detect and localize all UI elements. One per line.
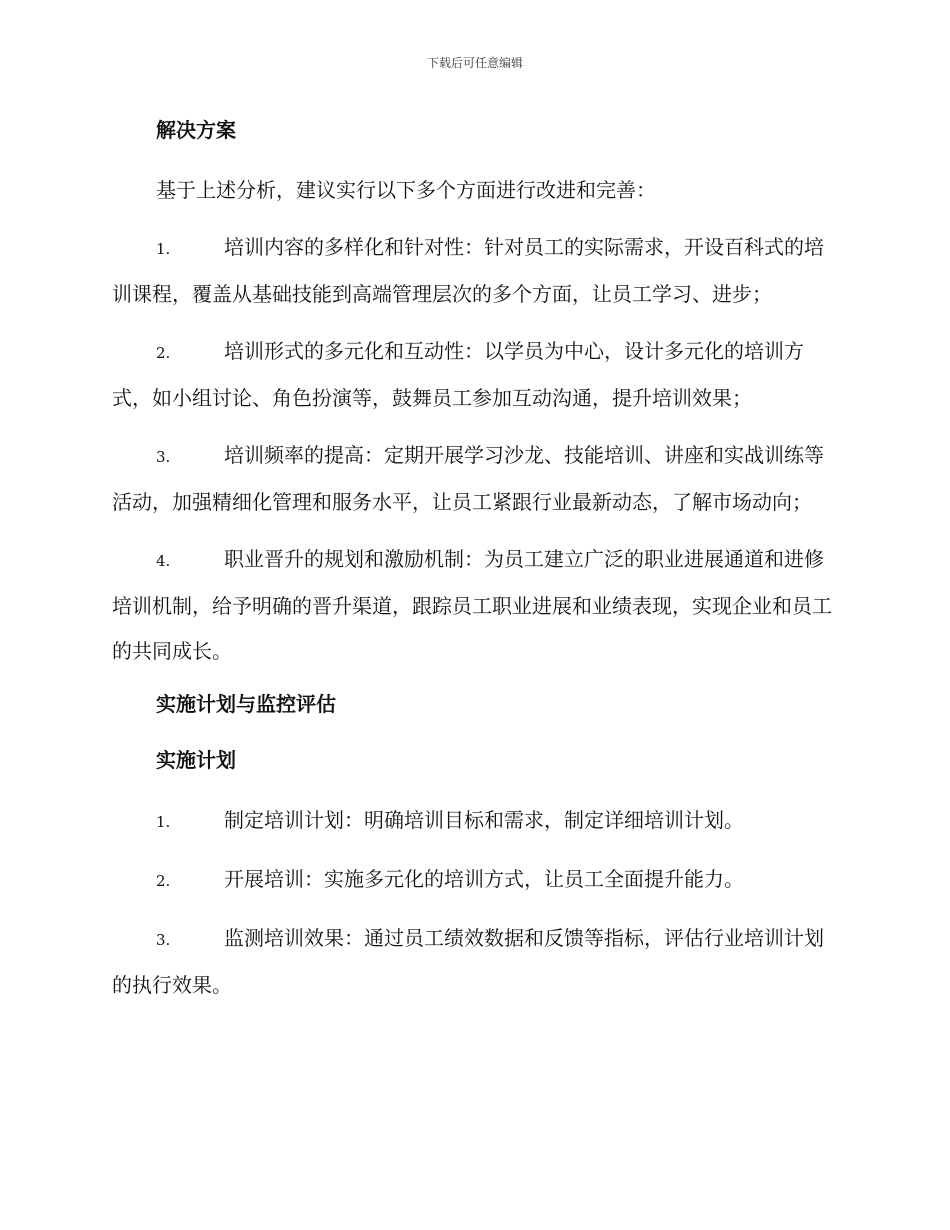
intro-paragraph: 基于上述分析，建议实行以下多个方面进行改进和完善： — [156, 178, 656, 202]
list-item-text: 培训内容的多样化和针对性：针对员工的实际需求，开设百科式的培训课程，覆盖从基础技能到高端管理层次的多个方面，让员工学习、进步； — [112, 235, 824, 306]
list-item-number: 3. — [156, 931, 171, 949]
section-heading-solution: 解决方案 — [156, 118, 236, 142]
section-heading-implementation: 实施计划与监控评估 — [156, 692, 336, 716]
list-item-number: 2. — [156, 344, 171, 362]
list-item — [112, 798, 832, 845]
list-item-text: 职业晋升的规划和激励机制：为员工建立广泛的职业进展通道和进修培训机制，给予明确的晋升渠道，跟踪员工职业进展和业绩表现，实现企业和员工的共同成长。 — [112, 547, 832, 663]
list-item — [112, 916, 832, 1008]
list-item-number: 1. — [156, 813, 171, 831]
list-item-text: 制定培训计划：明确培训目标和需求，制定详细培训计划。 — [224, 808, 744, 832]
list-item-number: 1. — [156, 240, 171, 258]
list-item-number: 2. — [156, 872, 171, 890]
list-item-number: 3. — [156, 448, 171, 466]
document-body — [112, 112, 832, 1020]
subsection-heading-plan: 实施计划 — [156, 748, 236, 772]
list-item — [112, 329, 832, 421]
list-item-number: 4. — [156, 552, 171, 570]
list-item — [112, 433, 832, 525]
page-header-watermark: 下载后可任意编辑 — [426, 56, 523, 70]
list-item-text: 开展培训：实施多元化的培训方式，让员工全面提升能力。 — [224, 867, 744, 891]
list-item — [112, 537, 832, 674]
list-item-text: 培训频率的提高：定期开展学习沙龙、技能培训、讲座和实战训练等活动，加强精细化管理和服务水平，让员工紧跟行业最新动态，了解市场动向； — [112, 443, 824, 514]
list-item-text: 监测培训效果：通过员工绩效数据和反馈等指标，评估行业培训计划的执行效果。 — [112, 926, 824, 997]
list-item — [112, 225, 832, 317]
list-item-text: 培训形式的多元化和互动性：以学员为中心，设计多元化的培训方式，如小组讨论、角色扮演等，鼓舞员工参加互动沟通，提升培训效果； — [112, 339, 804, 410]
list-item — [112, 857, 832, 904]
